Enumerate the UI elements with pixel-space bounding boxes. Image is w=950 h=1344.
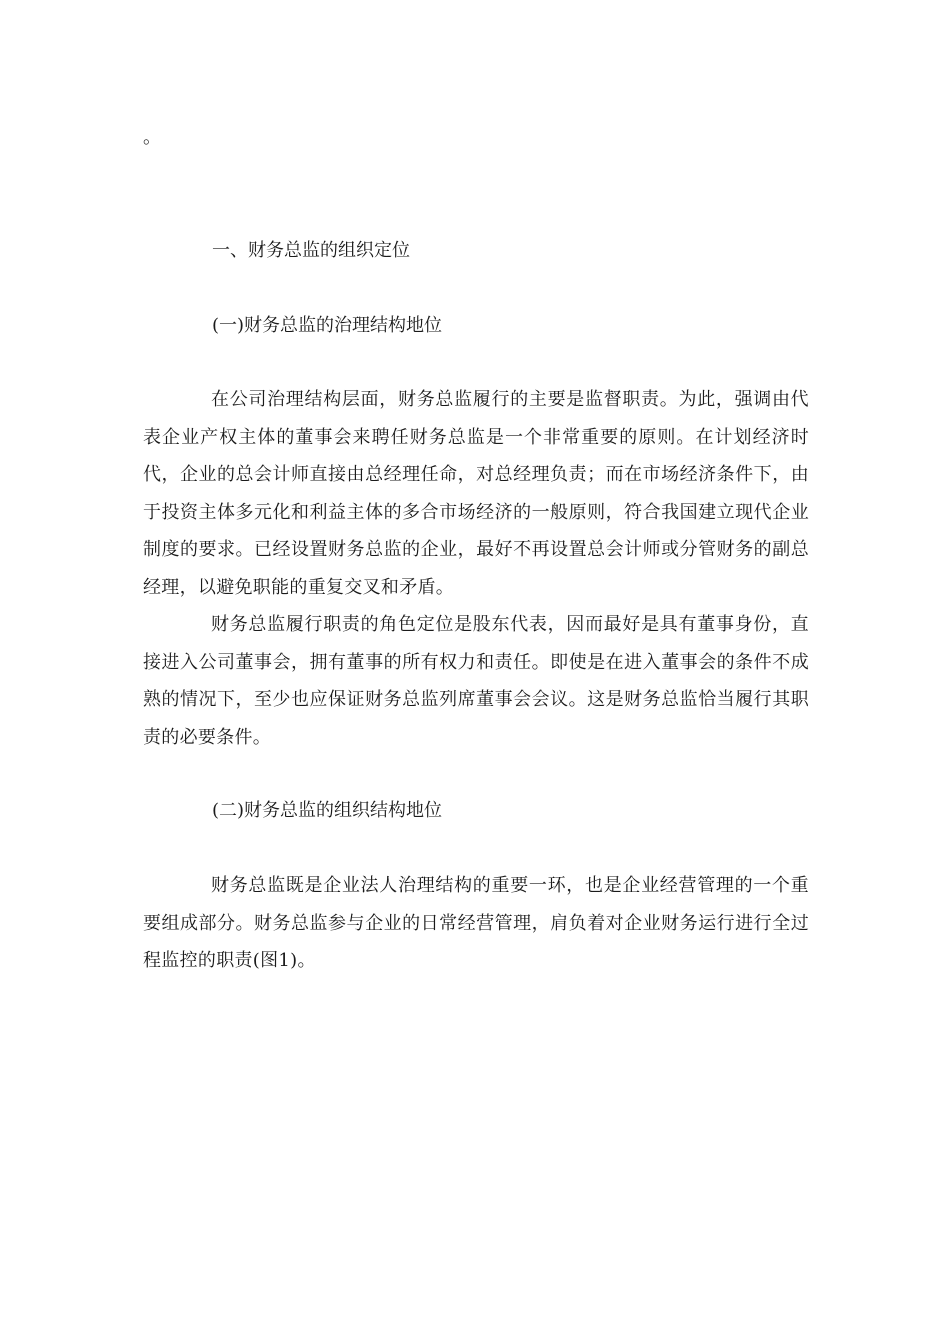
stray-punctuation: 。 bbox=[143, 127, 161, 148]
subsection-heading-governance: (一)财务总监的治理结构地位 bbox=[212, 315, 443, 336]
paragraph-governance-role: 在公司治理结构层面，财务总监履行的主要是监督职责。为此，强调由代表企业产权主体的董事会来聘任财务总监是一个非常重要的原则。在计划经济时代，企业的总会计师直接由总经理任命，对总经理负责；而在市场经济条件下，由于投资主体多元化和利益主体的多合市场经济的一般原则，符合我国建立现代企业制度的要求。已经设置财务总监的企业，最好不再设置总会计师或分管财务的副总经理，以避免职能的重复交叉和矛盾。 bbox=[143, 389, 809, 598]
paragraph-organization-role: 财务总监既是企业法人治理结构的重要一环，也是企业经营管理的一个重要组成部分。财务总监参与企业的日常经营管理，肩负着对企业财务运行进行全过程监控的职责(图1)。 bbox=[143, 875, 809, 972]
subsection-heading-organization: (二)财务总监的组织结构地位 bbox=[212, 800, 443, 821]
section-heading: 一、财务总监的组织定位 bbox=[212, 240, 410, 261]
paragraph-shareholder-representative: 财务总监履行职责的角色定位是股东代表，因而最好是具有董事身份，直接进入公司董事会，拥有董事的所有权力和责任。即使是在进入董事会的条件不成熟的情况下，至少也应保证财务总监列席董事会会议。这是财务总监恰当履行其职责的必要条件。 bbox=[143, 614, 809, 748]
